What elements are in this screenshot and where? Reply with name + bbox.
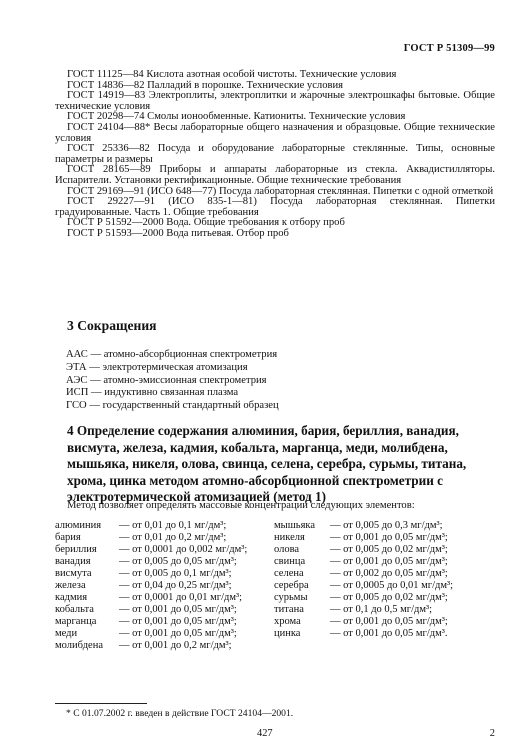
references-list — [55, 70, 495, 240]
element-range: — от 0,0005 до 0,01 мг/дм³; — [330, 580, 454, 591]
element-name: олова — [274, 544, 300, 555]
element-range: — от 0,001 до 0,05 мг/дм³; — [330, 532, 448, 543]
element-range: — от 0,001 до 0,05 мг/дм³; — [119, 604, 237, 615]
element-range: — от 0,01 до 0,1 мг/дм³; — [119, 520, 227, 531]
element-range: — от 0,001 до 0,05 мг/дм³. — [330, 628, 448, 639]
section-4-heading: 4 Определение содержания алюминия, бария, бериллия, ванадия, висмута, железа, кадмия, кобальта, марганца, меди, молибдена, мышьяка, никеля, олова, свинца, селена, серебра, сурьмы, титана, хрома, цинка методом атомно-абсорбционной спектрометрии с электротермической атомизацией (метод 1) — [67, 423, 467, 505]
reference-item: ГОСТ 20298—74 Смолы ионообменные. Катиониты. Технические условия — [67, 111, 406, 123]
reference-item: ГОСТ Р 51592—2000 Вода. Общие требования к отбору проб — [67, 217, 345, 229]
reference-item: ГОСТ 11125—84 Кислота азотная особой чистоты. Технические условия — [67, 69, 397, 80]
reference-item: ГОСТ 28165—89 Приборы и аппараты лабораторные из стекла. Аквадистилляторы. Испарители. Установки ректификационные. Общие технические требования — [55, 164, 495, 186]
element-name: ванадия — [55, 556, 91, 567]
element-name: никеля — [274, 532, 305, 543]
element-range: — от 0,1 до 0,5 мг/дм³; — [330, 604, 433, 615]
abbreviations-list — [66, 349, 279, 413]
element-range: — от 0,04 до 0,25 мг/дм³; — [119, 580, 232, 591]
element-range: — от 0,005 до 0,05 мг/дм³; — [119, 556, 237, 567]
element-name: селена — [274, 568, 304, 579]
element-range: — от 0,001 до 0,2 мг/дм³; — [119, 640, 232, 651]
element-name: мышьяка — [274, 520, 316, 531]
reference-item: ГОСТ 24104—88* Весы лабораторные общего назначения и образцовые. Общие технические условия — [55, 121, 495, 144]
element-name: сурьмы — [274, 592, 308, 603]
element-range: — от 0,005 до 0,02 мг/дм³; — [330, 544, 448, 555]
element-range: — от 0,005 до 0,3 мг/дм³; — [330, 520, 443, 531]
element-ranges-table — [55, 520, 505, 652]
section-3-heading: 3 Сокращения — [67, 318, 157, 333]
abbreviation-item: ГСО — государственный стандартный образец — [66, 400, 279, 412]
abbreviation-item: ЭТА — электротермическая атомизация — [66, 361, 248, 373]
sheet-number: 2 — [489, 728, 495, 739]
abbreviation-item: ААС — атомно-абсорбционная спектрометрия — [66, 349, 278, 360]
document-code: ГОСТ Р 51309—99 — [403, 43, 495, 54]
element-name: свинца — [274, 556, 306, 567]
element-name: титана — [274, 604, 304, 615]
reference-item: ГОСТ 25336—82 Посуда и оборудование лабораторные стеклянные. Типы, основные параметры и размеры — [55, 143, 495, 165]
abbreviation-item: АЭС — атомно-эмиссионная спектрометрия — [66, 374, 267, 386]
element-name: марганца — [55, 616, 97, 627]
element-name-empty — [274, 640, 330, 652]
abbreviation-item: ИСП — индуктивно связанная плазма — [66, 387, 239, 399]
element-range: — от 0,005 до 0,1 мг/дм³; — [119, 568, 232, 579]
footnote-divider — [55, 703, 147, 704]
element-range: — от 0,001 до 0,05 мг/дм³; — [330, 616, 448, 627]
page-number: 427 — [257, 728, 273, 739]
element-range: — от 0,001 до 0,05 мг/дм³; — [330, 556, 448, 567]
method-intro: Метод позволяет определять массовые концентрации следующих элементов: — [67, 500, 415, 511]
element-range: — от 0,0001 до 0,01 мг/дм³; — [119, 592, 243, 603]
element-range-empty — [330, 640, 505, 652]
element-name: меди — [55, 628, 78, 639]
element-range: — от 0,01 до 0,2 мг/дм³; — [119, 532, 227, 543]
reference-item: ГОСТ 14836—82 Палладий в порошке. Технические условия — [67, 79, 344, 91]
element-range: — от 0,001 до 0,05 мг/дм³; — [119, 628, 237, 639]
element-name: бериллия — [55, 544, 97, 555]
element-range: — от 0,002 до 0,05 мг/дм³; — [330, 568, 448, 579]
element-name: цинка — [274, 628, 301, 639]
reference-item: ГОСТ Р 51593—2000 Вода питьевая. Отбор проб — [67, 227, 289, 239]
element-name: висмута — [55, 568, 92, 579]
reference-item: ГОСТ 29227—91 (ИСО 835-1—81) Посуда лабораторная стеклянная. Пипетки градуированные. Часть 1. Общие требования — [55, 196, 495, 218]
element-name: бария — [55, 532, 81, 543]
element-name: молибдена — [55, 640, 103, 651]
element-name: кадмия — [55, 592, 88, 603]
element-name: железа — [55, 580, 86, 591]
reference-item: ГОСТ 14919—83 Электроплиты, электроплитки и жарочные электрошкафы бытовые. Общие технические условия — [55, 90, 495, 112]
element-name: хрома — [274, 616, 301, 627]
element-range: — от 0,0001 до 0,002 мг/дм³; — [119, 544, 248, 555]
reference-item: ГОСТ 29169—91 (ИСО 648—77) Посуда лабораторная стеклянная. Пипетки с одной отметкой — [67, 185, 494, 197]
element-name: серебра — [274, 580, 309, 591]
element-range: — от 0,001 до 0,05 мг/дм³; — [119, 616, 237, 627]
footnote: * С 01.07.2002 г. введен в действие ГОСТ 24104—2001. — [66, 708, 294, 719]
element-range: — от 0,005 до 0,02 мг/дм³; — [330, 592, 448, 603]
element-name: кобальта — [55, 604, 94, 615]
element-name: алюминия — [55, 520, 102, 531]
